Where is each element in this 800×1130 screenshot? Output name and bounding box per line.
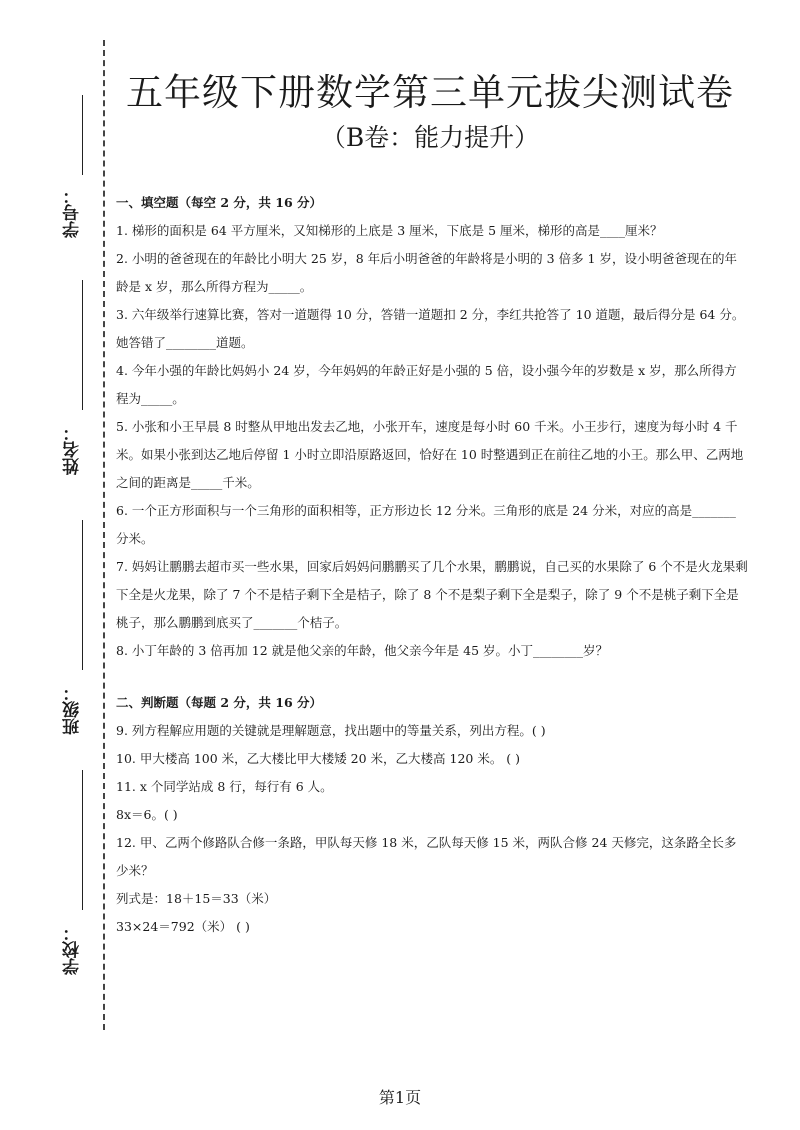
school-label: 学校：	[63, 924, 83, 976]
question-12-step1: 列式是：18＋15＝33（米）	[116, 891, 277, 906]
section-gap	[116, 665, 748, 689]
question-11-statement: 8x＝6。( )	[116, 807, 178, 822]
student-id-field	[60, 95, 100, 240]
name-line	[82, 280, 83, 410]
question-5: 5. 小张和小王早晨 8 时整从甲地出发去乙地，小张开车，速度是每小时 60 千米。小王步行，速度为每小时 4 千米。如果小张到达乙地后停留 1 小时立即沿原路返回，恰好在 10 时整遇到正在前往乙地的小王。那么甲、乙两地之间的距离是_____千米。	[116, 419, 744, 490]
student-id-line	[82, 95, 83, 175]
section1-heading: 一、填空题（每空 2 分，共 16 分）	[116, 195, 323, 210]
section2-heading: 二、判断题（每题 2 分，共 16 分）	[116, 695, 323, 710]
question-3: 3. 六年级举行速算比赛，答对一道题得 10 分，答错一道题扣 2 分，李红共抢答了 10 道题，最后得分是 64 分。她答错了________道题。	[116, 307, 745, 350]
page-title: 五年级下册数学第三单元拔尖测试卷	[126, 71, 734, 114]
question-1: 1. 梯形的面积是 64 平方厘米，又知梯形的上底是 3 厘米，下底是 5 厘米，梯形的高是____厘米？	[116, 223, 663, 238]
class-label: 班级：	[63, 684, 83, 736]
question-9: 9. 列方程解应用题的关键就是理解题意，找出题中的等量关系，列出方程。( )	[116, 723, 546, 738]
question-7: 7. 妈妈让鹏鹏去超市买一些水果，回家后妈妈问鹏鹏买了几个水果，鹏鹏说，自己买的水果除了 6 个不是火龙果剩下全是火龙果，除了 7 个不是桔子剩下全是桔子，除了 8 个不是梨子剩下全是梨子，除了 9 个不是桃子剩下全是桃子，那么鹏鹏到底买了_______个桔子。	[116, 559, 748, 630]
question-12-step2: 33×24＝792（米） ( )	[116, 919, 250, 934]
question-8: 8. 小丁年龄的 3 倍再加 12 就是他父亲的年龄，他父亲今年是 45 岁。小丁________岁？	[116, 643, 609, 658]
class-field	[60, 520, 100, 740]
question-6: 6. 一个正方形面积与一个三角形的面积相等，正方形边长 12 分米。三角形的底是 24 分米，对应的高是_______分米。	[116, 503, 736, 546]
exam-content	[116, 189, 748, 941]
school-field	[60, 770, 100, 980]
question-12: 12. 甲、乙两个修路队合修一条路，甲队每天修 18 米，乙队每天修 15 米，两队合修 24 天修完，这条路全长多少米？	[116, 835, 737, 878]
binding-dashed-line	[103, 40, 105, 1030]
school-line	[82, 770, 83, 910]
page-subtitle: （B卷：能力提升）	[320, 123, 540, 152]
question-4: 4. 今年小强的年龄比妈妈小 24 岁，今年妈妈的年龄正好是小强的 5 倍，设小强今年的岁数是 x 岁，那么所得方程为_____。	[116, 363, 737, 406]
name-field	[60, 280, 100, 480]
class-line	[82, 520, 83, 670]
student-id-label: 学号：	[63, 187, 83, 238]
question-11: 11. x 个同学站成 8 行，每行有 6 人。	[116, 779, 333, 794]
page-number: 第1页	[378, 1088, 422, 1107]
name-label: 姓名：	[63, 424, 83, 476]
question-10: 10. 甲大楼高 100 米，乙大楼比甲大楼矮 20 米，乙大楼高 120 米。 ( )	[116, 751, 521, 766]
question-2: 2. 小明的爸爸现在的年龄比小明大 25 岁，8 年后小明爸爸的年龄将是小明的 3 倍多 1 岁，设小明爸爸现在的年龄是 x 岁，那么所得方程为_____。	[116, 251, 737, 294]
